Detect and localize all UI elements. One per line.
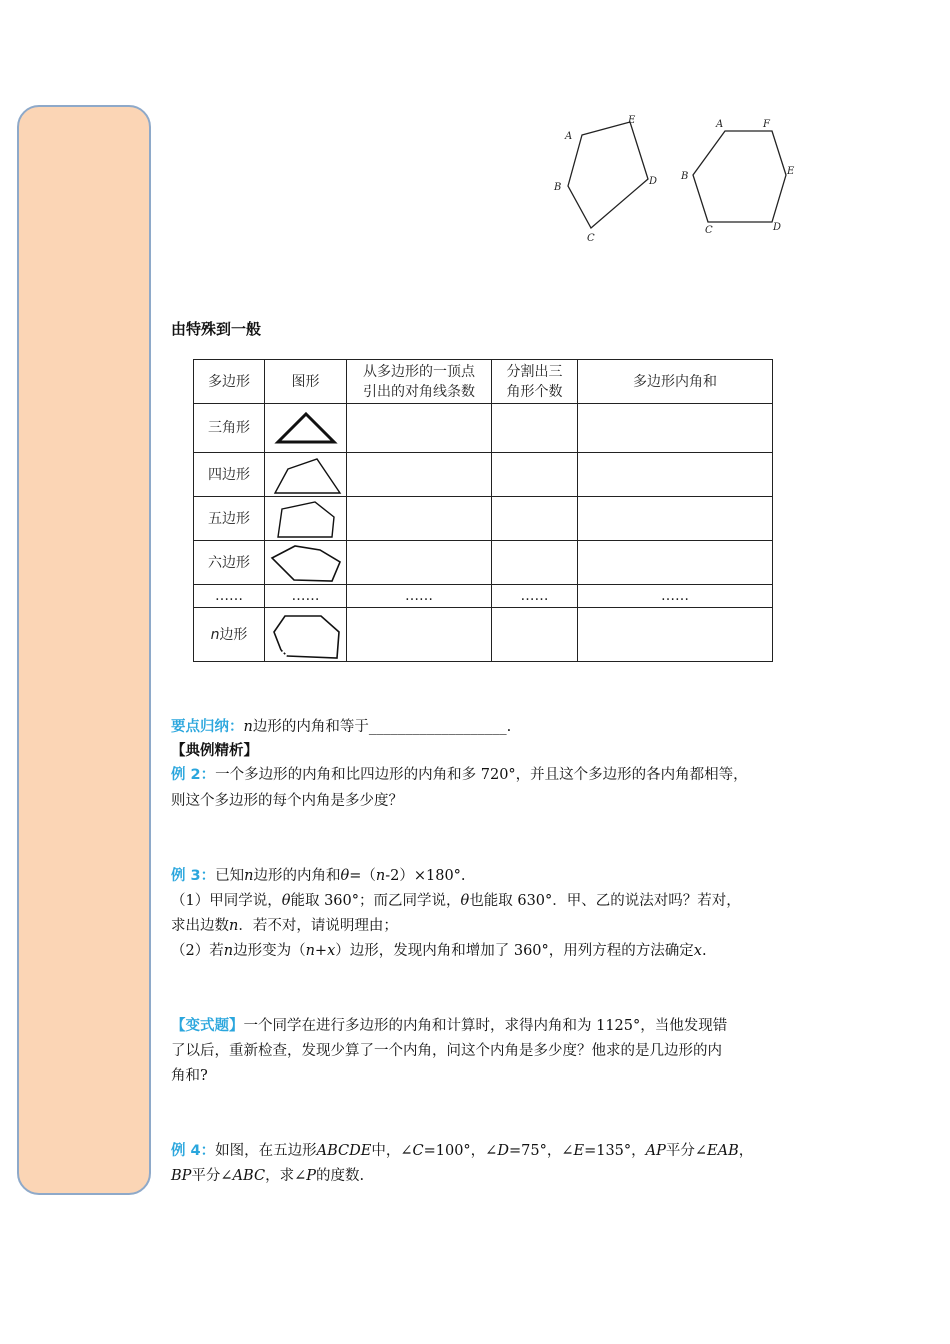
hexagon-small-figure [268, 542, 344, 584]
n-gon-figure-cell [265, 608, 347, 662]
summary-blank: ___________________. [368, 719, 512, 735]
table-cell [492, 541, 578, 585]
row-label-quadrilateral: 四边形 [194, 453, 265, 497]
example3-theta: θ [281, 893, 291, 909]
example4-line2 [171, 1166, 364, 1186]
example4-text: 平分∠ [665, 1143, 708, 1159]
triangle-figure-cell [265, 404, 347, 453]
example4-text: ，求∠ [265, 1168, 307, 1184]
example3-n: n [223, 943, 234, 959]
example4-var: EAB [707, 1143, 739, 1159]
table-row [194, 453, 773, 497]
header-polygon: 多边形 [194, 360, 265, 404]
polygon-figures [548, 110, 818, 250]
hexagon-label-b: B [681, 171, 689, 182]
example4-label: 例 4： [171, 1143, 216, 1159]
example4-line1 [171, 1141, 753, 1161]
example3-text: （2）若 [171, 943, 224, 959]
example2-label: 例 2： [171, 767, 216, 783]
header-figure: 图形 [265, 360, 347, 404]
table-cell [578, 497, 773, 541]
example3-theta: θ [460, 893, 470, 909]
header-diagonals-line1: 从多边形的一顶点 [363, 363, 475, 380]
hexagon-shape [693, 131, 786, 222]
header-triangles-line1: 分割出三 [506, 363, 563, 380]
example3-text: ．若不对，请说明理由； [238, 918, 398, 934]
variant-line2: 了以后，重新检查，发现少算了一个内角，问这个内角是多少度？他求的是几边形的内 [171, 1043, 722, 1059]
table-cell [578, 541, 773, 585]
example3-text: 边形变为（ [233, 943, 306, 959]
header-angle-sum: 多边形内角和 [578, 360, 773, 404]
example2-line1 [171, 765, 748, 785]
example3-text: -2）×180°. [385, 868, 466, 884]
triangle-figure [273, 408, 339, 448]
example4-text: 如图，在五边形 [215, 1143, 317, 1159]
table-cell [347, 497, 492, 541]
table-cell [347, 404, 492, 453]
example3-text: 能取 360°；而乙同学说， [290, 893, 461, 909]
polygon-figures-svg [548, 110, 818, 250]
header-diagonals [347, 360, 492, 404]
example4-text: ， [738, 1143, 754, 1159]
example3-label: 例 3： [171, 868, 216, 884]
table-cell [578, 608, 773, 662]
table-cell [492, 453, 578, 497]
table-cell [347, 453, 492, 497]
pentagon-small-figure [270, 499, 342, 539]
example3-x: x [693, 943, 702, 959]
table-cell [492, 608, 578, 662]
example4-text: =135°， [584, 1143, 646, 1159]
example3-text: . [701, 943, 707, 959]
table-row [194, 608, 773, 662]
row-label-n-gon [194, 608, 265, 662]
ellipsis-cell: …… [347, 585, 492, 608]
example3-n-plus-x: n+x [305, 943, 336, 959]
table-row [194, 541, 773, 585]
variant-text1: 一个同学在进行多边形的内角和计算时，求得内角和为 1125°，当他发现错 [243, 1018, 728, 1034]
header-triangles-line2: 角形个数 [506, 383, 563, 400]
table-row [194, 497, 773, 541]
table-cell [578, 453, 773, 497]
table-cell [492, 497, 578, 541]
example4-text: 的度数. [316, 1168, 365, 1184]
header-triangles [492, 360, 578, 404]
variant-line3: 角和? [171, 1068, 208, 1084]
example3-theta: θ [340, 868, 350, 884]
variant-label: 【变式题】 [171, 1018, 244, 1034]
summary-label: 要点归纳： [171, 719, 244, 735]
hexagon-label-e: E [787, 166, 795, 177]
example4-var: D [497, 1143, 509, 1159]
table-row [194, 585, 773, 608]
example3-n: n [229, 918, 239, 934]
ellipsis-cell: …… [578, 585, 773, 608]
n-row-suffix: 边形 [219, 626, 248, 643]
hexagon-figure-cell [265, 541, 347, 585]
section-title: 由特殊到一般 [171, 320, 262, 338]
hexagon-label-a: A [716, 119, 724, 130]
table-cell [347, 608, 492, 662]
pentagon-label-a: A [565, 131, 573, 142]
example4-text: =100°，∠ [423, 1143, 498, 1159]
example3-text: =（ [349, 868, 376, 884]
example4-var: ABCDE [316, 1143, 372, 1159]
pentagon-label-e: E [628, 115, 636, 126]
summary-line [171, 717, 511, 737]
table-cell [347, 541, 492, 585]
example4-var: BP [171, 1168, 192, 1184]
example3-text: 边形的内角和 [253, 868, 341, 884]
example3-text: 也能取 630°．甲、乙的说法对吗？若对， [469, 893, 741, 909]
example4-var: AP [645, 1143, 666, 1159]
pentagon-label-c: C [587, 233, 595, 244]
example4-var: E [573, 1143, 585, 1159]
examples-heading: 【典例精析】 [171, 743, 258, 759]
example4-var: P [306, 1168, 316, 1184]
example3-part2 [171, 941, 707, 961]
example3-n: n [375, 868, 386, 884]
example4-var: ABC [232, 1168, 266, 1184]
pentagon-label-b: B [554, 182, 562, 193]
variant-line1 [171, 1016, 727, 1036]
table-cell [578, 404, 773, 453]
pentagon-label-d: D [649, 176, 658, 187]
example4-text: 平分∠ [191, 1168, 233, 1184]
row-label-hexagon: 六边形 [194, 541, 265, 585]
table-row [194, 404, 773, 453]
summary-text: 边形的内角和等于 [252, 719, 369, 735]
table-header-row [194, 360, 773, 404]
ellipsis-cell: …… [194, 585, 265, 608]
example3-text: 求出边数 [171, 918, 229, 934]
ellipsis-cell: …… [265, 585, 347, 608]
hexagon-label-c: C [705, 225, 713, 236]
hexagon-label-f: F [763, 119, 770, 130]
example2-line2: 则这个多边形的每个内角是多少度？ [171, 793, 403, 809]
header-diagonals-line2: 引出的对角线条数 [363, 383, 475, 400]
quadrilateral-figure [270, 455, 342, 495]
n-gon-figure [269, 610, 343, 660]
example3-text: ）边形，发现内角和增加了 360°，用列方程的方法确定 [335, 943, 694, 959]
example3-text: （1）甲同学说， [171, 893, 282, 909]
example2-text1: 一个多边形的内角和比四边形的内角和多 720°，并且这个多边形的各内角都相等， [215, 767, 748, 783]
example3-part1-line2 [171, 916, 398, 936]
example3-part1-line1 [171, 891, 741, 911]
example4-text: =75°，∠ [508, 1143, 574, 1159]
example4-text: 中，∠ [371, 1143, 413, 1159]
quadrilateral-figure-cell [265, 453, 347, 497]
n-variable: n [210, 626, 220, 643]
summary-n: n [243, 719, 253, 735]
polygon-table [193, 359, 773, 662]
pentagon-figure-cell [265, 497, 347, 541]
ellipsis-cell: …… [492, 585, 578, 608]
example3-line1 [171, 866, 466, 886]
hexagon-label-d: D [773, 222, 782, 233]
example4-var: C [412, 1143, 424, 1159]
example3-text: 已知 [215, 868, 245, 884]
table-cell [492, 404, 578, 453]
example3-n: n [244, 868, 254, 884]
pentagon-shape [568, 122, 648, 228]
side-panel [17, 105, 151, 1195]
row-label-pentagon: 五边形 [194, 497, 265, 541]
row-label-triangle: 三角形 [194, 404, 265, 453]
